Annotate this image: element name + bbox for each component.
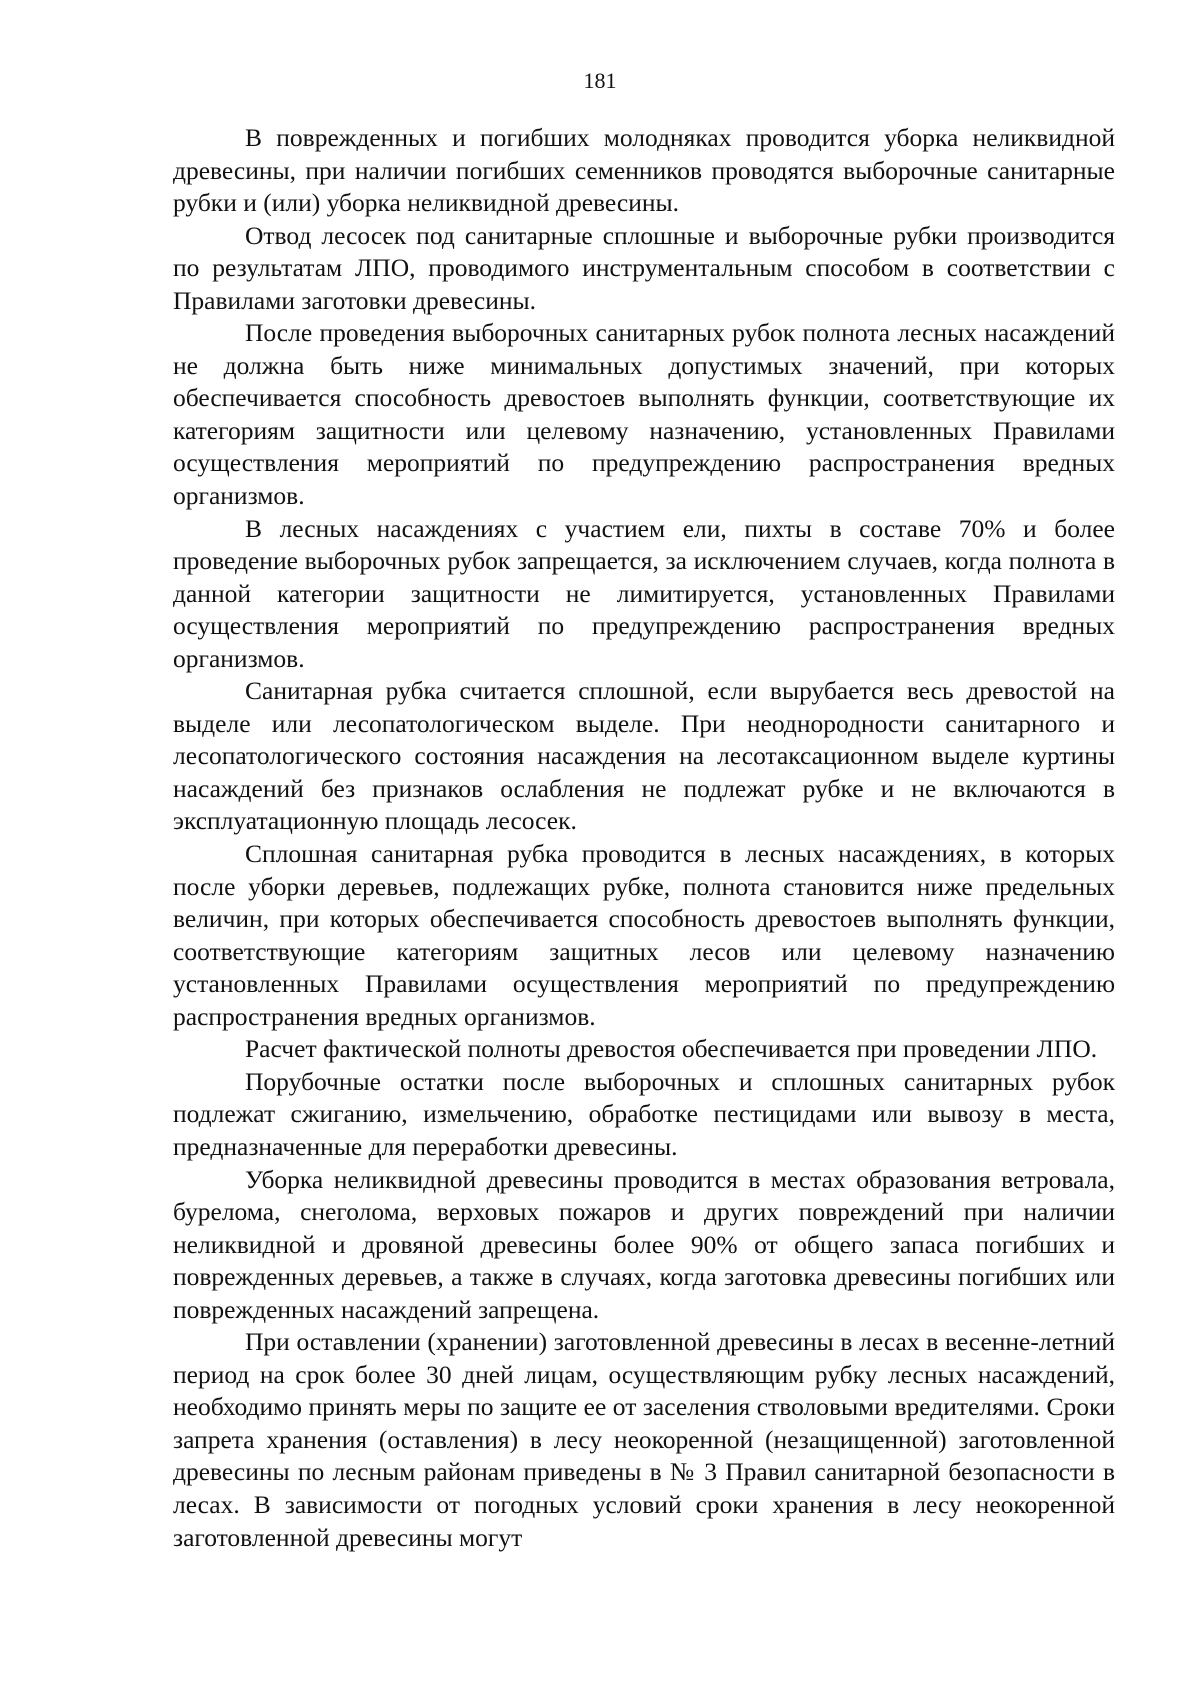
document-body [173,122,1115,1554]
paragraph: В поврежденных и погибших молодняках проводится уборка неликвидной древесины, при наличии погибших семенников проводятся выборочные санитарные рубки и (или) уборка неликвидной древесины. [173,123,1115,218]
paragraph: Сплошная санитарная рубка проводится в лесных насаждениях, в которых после уборки деревьев, подлежащих рубке, полнота становится ниже предельных величин, при которых обеспечивается способность древостоев выполнять функции, соответствующие категориям защитных лесов или целевому назначению установленных Правилами осуществления мероприятий по предупреждению распространения вредных организмов. [173,839,1115,1031]
page-number: 181 [583,68,617,93]
paragraph: В лесных насаждениях с участием ели, пихты в составе 70% и более проведение выборочных рубок запрещается, за исключением случаев, когда полнота в данной категории защитности не лимитируется, установленных Правилами осуществления мероприятий по предупреждению распространения вредных организмов. [173,513,1115,673]
paragraph: Уборка неликвидной древесины проводится в местах образования ветровала, бурелома, снеголома, верховых пожаров и других повреждений при наличии неликвидной и дровяной древесины более 90% от общего запаса погибших и поврежденных деревьев, а также в случаях, когда заготовка древесины погибших или поврежденных насаждений запрещена. [173,1164,1115,1324]
paragraph: Отвод лесосек под санитарные сплошные и выборочные рубки производится по результатам ЛПО, проводимого инструментальным способом в соответствии с Правилами заготовки древесины. [173,220,1115,315]
paragraph: Расчет фактической полноты древостоя обеспечивается при проведении ЛПО. [245,1034,1098,1064]
paragraph: Санитарная рубка считается сплошной, если вырубается весь древостой на выделе или лесопатологическом выделе. При неоднородности санитарного и лесопатологического состояния насаждения на лесотаксационном выделе куртины насаждений без признаков ослабления не подлежат рубке и не включаются в эксплуатационную площадь лесосек. [173,676,1115,836]
paragraph: После проведения выборочных санитарных рубок полнота лесных насаждений не должна быть ниже минимальных допустимых значений, при которых обеспечивается способность древостоев выполнять функции, соответствующие их категориям защитности или целевому назначению, установленных Правилами осуществления мероприятий по предупреждению распространения вредных организмов. [173,318,1115,511]
paragraph: При оставлении (хранении) заготовленной древесины в лесах в весенне-летний период на срок более 30 дней лицам, осуществляющим рубку лесных насаждений, необходимо принять меры по защите ее от заселения стволовыми вредителями. Сроки запрета хранения (оставления) в лесу неокоренной (незащищенной) заготовленной древесины по лесным районам приведены в № 3 Правил санитарной безопасности в лесах. В зависимости от погодных условий сроки хранения в лесу неокоренной заготовленной древесины могут [173,1327,1115,1552]
paragraph: Порубочные остатки после выборочных и сплошных санитарных рубок подлежат сжиганию, измельчению, обработке пестицидами или вывозу в места, предназначенные для переработки древесины. [173,1066,1115,1161]
